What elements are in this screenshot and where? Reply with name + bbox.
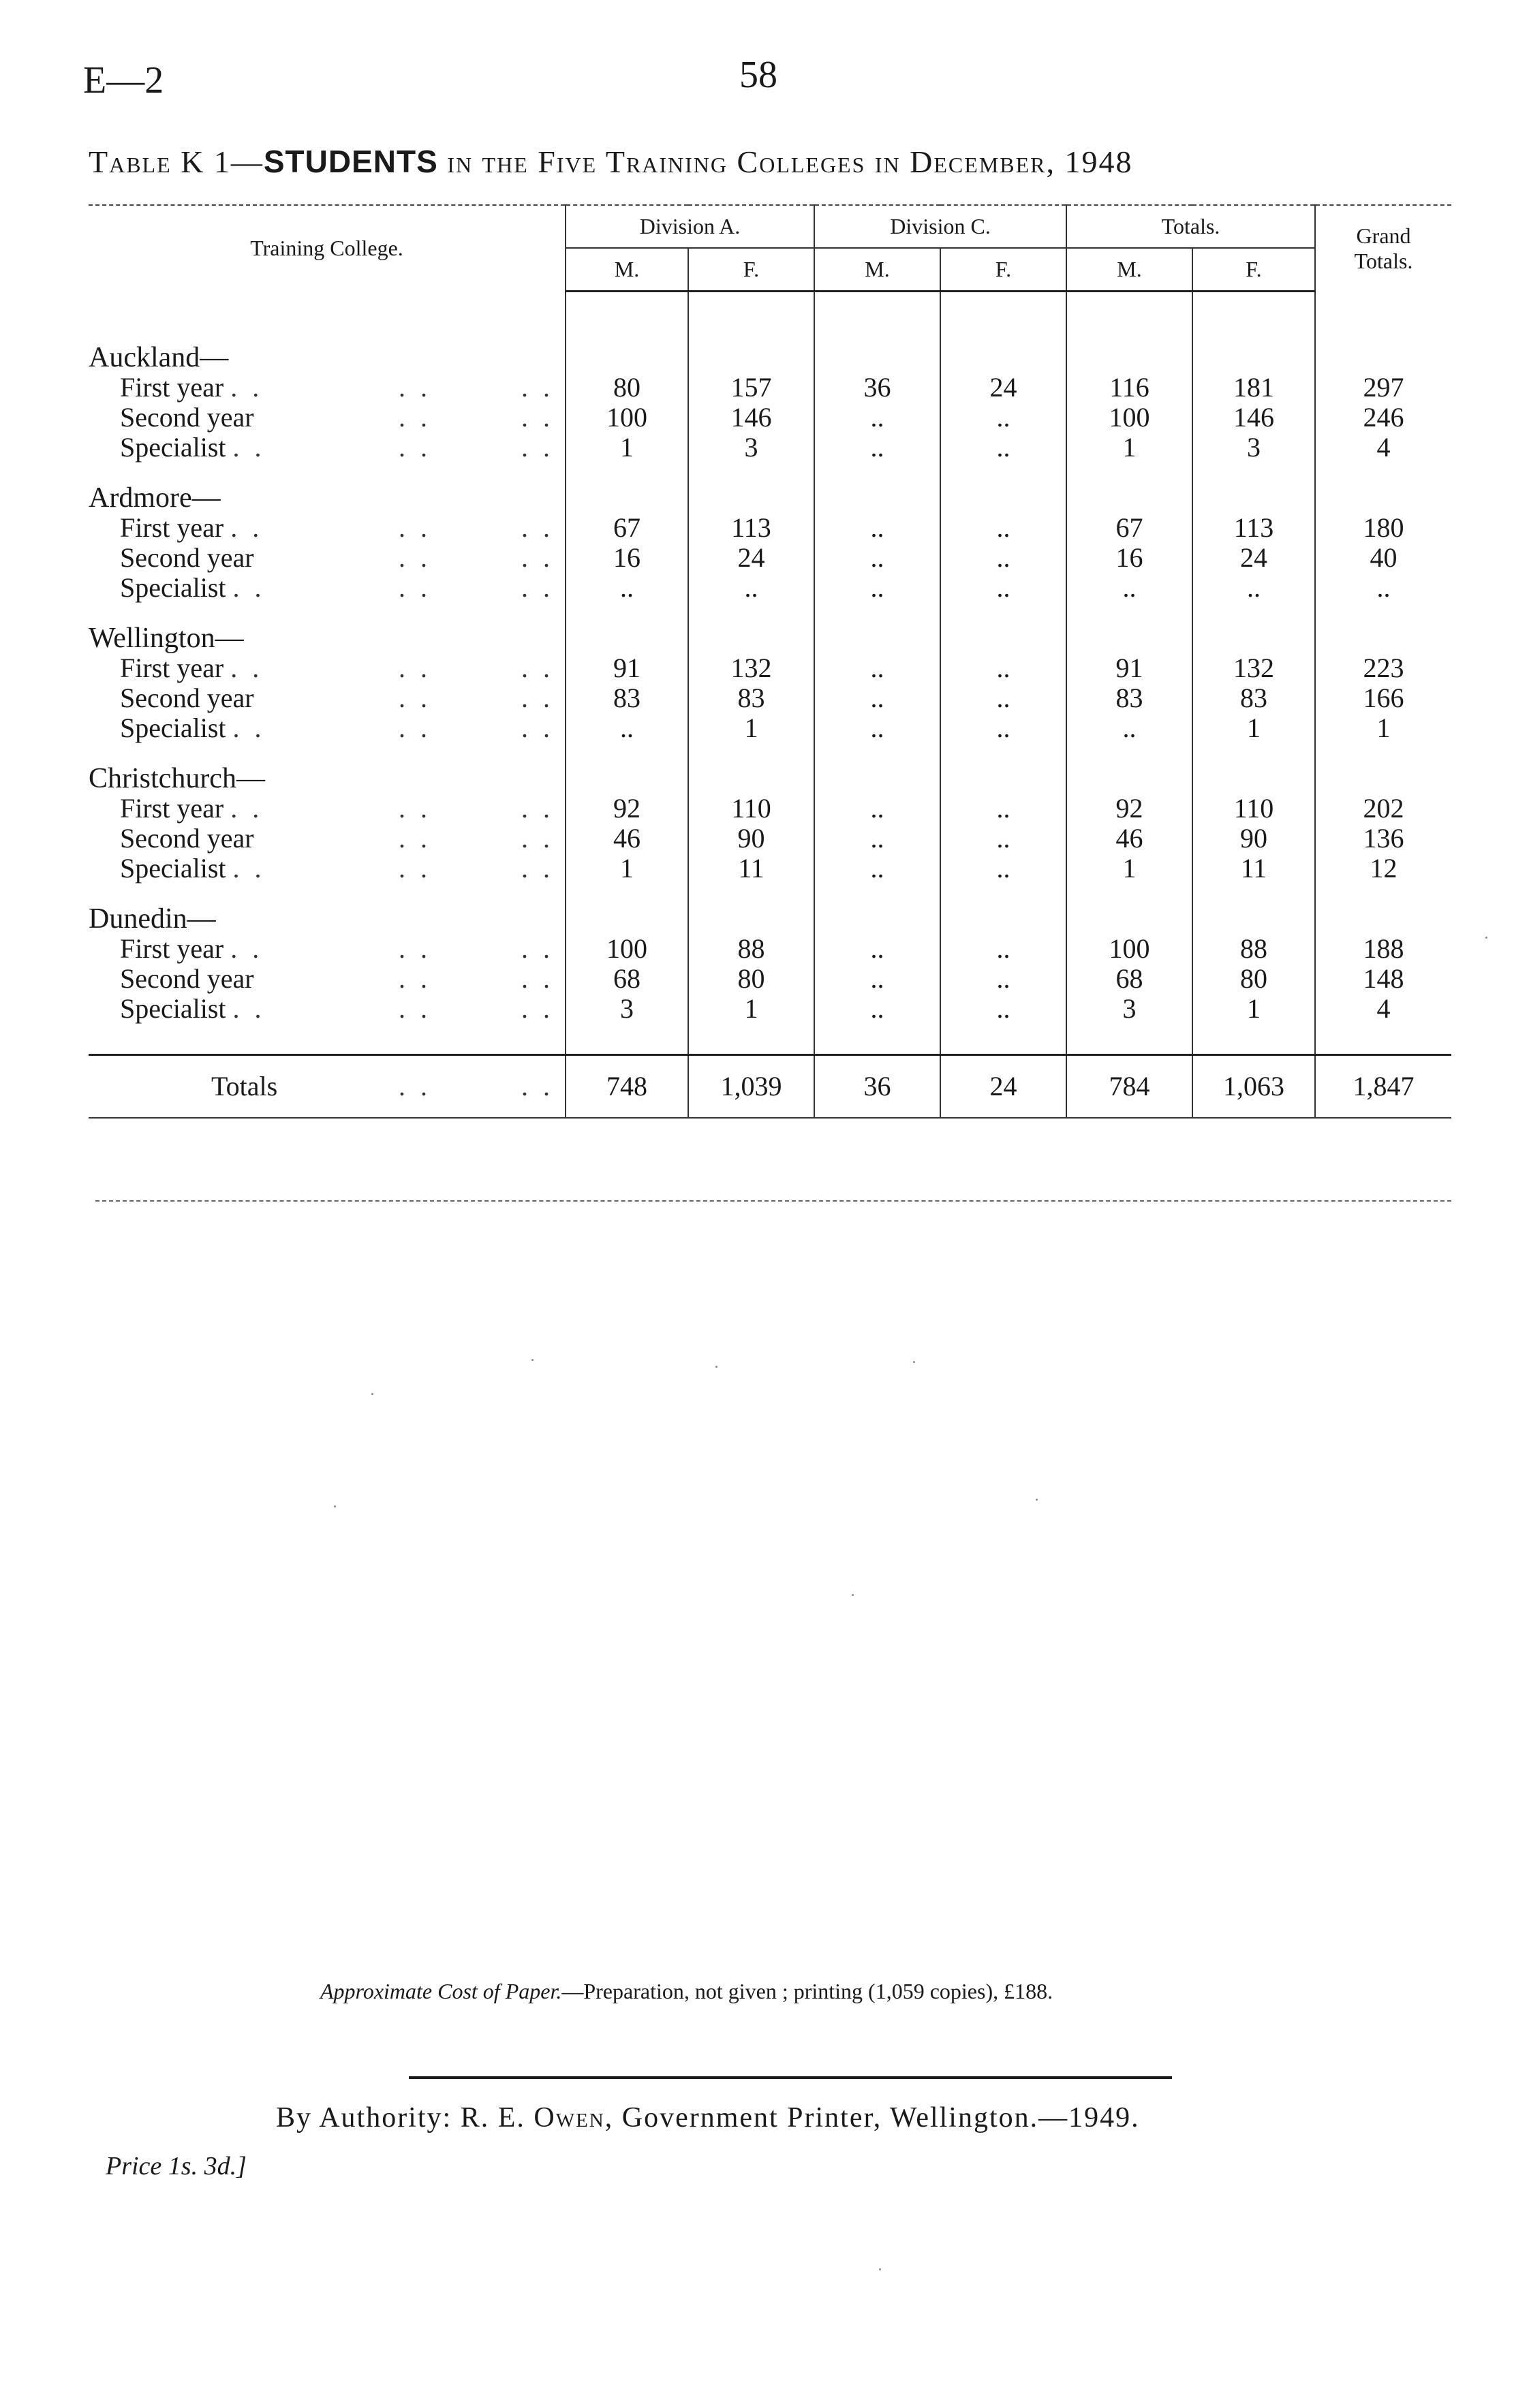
leader-dots: . . xyxy=(521,793,554,824)
table-body xyxy=(89,292,1451,1119)
table-row xyxy=(89,994,1451,1024)
cell-tot-m: 67 xyxy=(1066,513,1192,543)
leader-dots: . . xyxy=(399,372,431,403)
cell-tot-f: 90 xyxy=(1192,824,1315,854)
table-row xyxy=(89,403,1451,433)
cell-grand: 166 xyxy=(1315,683,1451,713)
cell-grand: 180 xyxy=(1315,513,1451,543)
leader-dots: . . xyxy=(399,993,431,1024)
col-header-div-c-f: F. xyxy=(940,248,1066,292)
college-name: Dunedin— xyxy=(89,903,216,935)
cell-div-c-f: .. xyxy=(940,543,1066,573)
cell-div-c-f: .. xyxy=(940,934,1066,964)
cell-tot-f: 3 xyxy=(1192,433,1315,463)
col-header-div-a-f: F. xyxy=(688,248,814,292)
table-row xyxy=(89,543,1451,573)
cell-tot-f: 1 xyxy=(1192,713,1315,743)
students-table-wrap xyxy=(89,204,1451,1119)
leader-dots: . . xyxy=(521,572,554,603)
row-label: Second year xyxy=(120,823,254,854)
cell-tot-m: 1 xyxy=(1066,433,1192,463)
row-label: First year xyxy=(120,653,224,683)
college-row xyxy=(89,884,1451,934)
leader-dots: . . xyxy=(399,432,431,463)
college-name: Ardmore— xyxy=(89,482,221,514)
cell-tot-m: 3 xyxy=(1066,994,1192,1024)
cell-tot-m: 1 xyxy=(1066,854,1192,884)
cell-grand: 188 xyxy=(1315,934,1451,964)
cell-div-a-m: 100 xyxy=(566,403,688,433)
cell-tot-m: 16 xyxy=(1066,543,1192,573)
print-speck xyxy=(715,1366,717,1368)
cell-tot-f: 181 xyxy=(1192,373,1315,403)
header-code: E—2 xyxy=(83,59,164,101)
table-row xyxy=(89,794,1451,824)
cell-div-c-m: .. xyxy=(814,573,940,603)
leader-dots: . . xyxy=(232,993,266,1024)
row-label: Specialist xyxy=(120,713,226,743)
cell-div-c-f: .. xyxy=(940,854,1066,884)
cell-div-c-f: .. xyxy=(940,713,1066,743)
table-row xyxy=(89,934,1451,964)
leader-dots: . . xyxy=(232,572,266,603)
cell-grand: 148 xyxy=(1315,964,1451,994)
cell-tot-f: 132 xyxy=(1192,653,1315,683)
cell-div-c-f: .. xyxy=(940,513,1066,543)
cell-div-a-f: 24 xyxy=(688,543,814,573)
col-header-division-a: Division A. xyxy=(566,205,814,248)
leader-dots: . . xyxy=(521,512,554,543)
college-row xyxy=(89,743,1451,794)
col-header-tot-f: F. xyxy=(1192,248,1315,292)
row-label: Second year xyxy=(120,402,254,433)
table-row xyxy=(89,964,1451,994)
cell-tot-m: 100 xyxy=(1066,934,1192,964)
college-name: Auckland— xyxy=(89,342,229,373)
cell-div-a-f: 132 xyxy=(688,653,814,683)
cell-tot-f: 113 xyxy=(1192,513,1315,543)
table-row xyxy=(89,683,1451,713)
col-header-totals: Totals. xyxy=(1066,205,1315,248)
leader-dots: . . xyxy=(230,653,264,683)
leader-dots: . . xyxy=(399,963,431,994)
totals-label: Totals xyxy=(211,1071,278,1101)
cell-tot-f: 1 xyxy=(1192,994,1315,1024)
cell-div-c-m: .. xyxy=(814,433,940,463)
grand-totals-line2: Totals. xyxy=(1354,248,1413,273)
authority-prefix: By Authority: xyxy=(276,2102,461,2133)
print-speck xyxy=(879,2268,881,2270)
col-header-div-c-m: M. xyxy=(814,248,940,292)
cell-div-c-f: 24 xyxy=(940,373,1066,403)
cell-tot-f: 83 xyxy=(1192,683,1315,713)
print-speck xyxy=(913,1361,915,1363)
cell-div-c-f: .. xyxy=(940,433,1066,463)
authority-name: R. E. Owen xyxy=(460,2102,605,2133)
cell-div-c-m: .. xyxy=(814,794,940,824)
cell-div-a-f: 90 xyxy=(688,824,814,854)
cell-div-c-f: .. xyxy=(940,794,1066,824)
cell-tot-f: 11 xyxy=(1192,854,1315,884)
total-grand: 1,847 xyxy=(1315,1055,1451,1119)
table-row xyxy=(89,513,1451,543)
cell-div-c-m: .. xyxy=(814,964,940,994)
leader-dots: . . xyxy=(521,653,554,683)
cell-grand: 4 xyxy=(1315,433,1451,463)
cell-grand: 246 xyxy=(1315,403,1451,433)
cell-div-a-f: 3 xyxy=(688,433,814,463)
cell-div-c-f: .. xyxy=(940,824,1066,854)
total-div-c-f: 24 xyxy=(940,1055,1066,1119)
cell-div-a-m: 83 xyxy=(566,683,688,713)
price-note: Price 1s. 3d.] xyxy=(106,2152,247,2180)
table-row xyxy=(89,573,1451,603)
cell-div-c-m: .. xyxy=(814,824,940,854)
cost-text: —Preparation, not given ; printing (1,059 copies), £188. xyxy=(561,1979,1053,2003)
cell-grand: 4 xyxy=(1315,994,1451,1024)
cell-div-c-m: .. xyxy=(814,683,940,713)
row-label: Specialist xyxy=(120,993,226,1024)
leader-dots: . . xyxy=(232,713,266,743)
cell-tot-f: 146 xyxy=(1192,403,1315,433)
cell-tot-m: 91 xyxy=(1066,653,1192,683)
col-header-college: Training College. xyxy=(89,205,566,292)
cell-grand: 297 xyxy=(1315,373,1451,403)
authority-rule xyxy=(409,2076,1172,2079)
cell-tot-m: 92 xyxy=(1066,794,1192,824)
total-div-c-m: 36 xyxy=(814,1055,940,1119)
table-title xyxy=(89,143,1133,180)
cell-div-a-f: 11 xyxy=(688,854,814,884)
cell-tot-m: 116 xyxy=(1066,373,1192,403)
leader-dots: . . xyxy=(399,823,431,854)
leader-dots: . . xyxy=(399,683,431,713)
cell-div-a-m: 1 xyxy=(566,854,688,884)
leader-dots: . . xyxy=(399,853,431,884)
college-row xyxy=(89,322,1451,373)
col-header-div-a-m: M. xyxy=(566,248,688,292)
cell-tot-f: 88 xyxy=(1192,934,1315,964)
cell-div-a-m: 100 xyxy=(566,934,688,964)
cell-grand: 202 xyxy=(1315,794,1451,824)
cell-div-a-m: .. xyxy=(566,713,688,743)
cell-tot-m: 83 xyxy=(1066,683,1192,713)
cell-div-a-m: .. xyxy=(566,573,688,603)
leader-dots: . . xyxy=(399,653,431,683)
leader-dots: . . xyxy=(399,402,431,433)
authority-rest: , Government Printer, Wellington.—1949. xyxy=(604,2102,1140,2133)
table-row xyxy=(89,433,1451,463)
table-row xyxy=(89,854,1451,884)
total-tot-f: 1,063 xyxy=(1192,1055,1315,1119)
cell-div-a-m: 80 xyxy=(566,373,688,403)
table-title-prefix: Table K 1— xyxy=(89,144,264,179)
cell-div-a-m: 16 xyxy=(566,543,688,573)
cell-div-c-m: .. xyxy=(814,854,940,884)
cell-div-a-f: 1 xyxy=(688,994,814,1024)
cell-grand: 40 xyxy=(1315,543,1451,573)
cell-div-c-f: .. xyxy=(940,653,1066,683)
table-bottom-rule xyxy=(95,1200,1451,1202)
cell-div-a-f: 88 xyxy=(688,934,814,964)
cell-div-a-m: 91 xyxy=(566,653,688,683)
leader-dots: . . xyxy=(521,402,554,433)
print-speck xyxy=(852,1594,854,1596)
cell-grand: 136 xyxy=(1315,824,1451,854)
leader-dots: . . xyxy=(521,823,554,854)
print-speck xyxy=(1485,937,1487,939)
cell-div-a-f: 110 xyxy=(688,794,814,824)
row-label: First year xyxy=(120,372,224,403)
row-label: Second year xyxy=(120,683,254,713)
cell-div-c-f: .. xyxy=(940,994,1066,1024)
cell-tot-f: 24 xyxy=(1192,543,1315,573)
cell-div-a-m: 68 xyxy=(566,964,688,994)
cell-div-c-f: .. xyxy=(940,683,1066,713)
table-title-rest: in the Five Training Colleges in December, 1948 xyxy=(437,144,1133,179)
cell-div-a-m: 46 xyxy=(566,824,688,854)
cell-div-c-m: .. xyxy=(814,403,940,433)
cell-div-a-m: 67 xyxy=(566,513,688,543)
leader-dots: . . xyxy=(230,933,264,964)
cell-div-c-m: .. xyxy=(814,713,940,743)
totals-row xyxy=(89,1055,1451,1119)
cell-tot-f: 80 xyxy=(1192,964,1315,994)
college-row xyxy=(89,463,1451,513)
leader-dots: . . xyxy=(230,793,264,824)
cell-tot-f: .. xyxy=(1192,573,1315,603)
row-label: First year xyxy=(120,793,224,824)
college-row xyxy=(89,603,1451,653)
row-label: Specialist xyxy=(120,432,226,463)
cell-grand: .. xyxy=(1315,573,1451,603)
cell-grand: 12 xyxy=(1315,854,1451,884)
page-number: 58 xyxy=(739,54,777,96)
cell-div-a-m: 3 xyxy=(566,994,688,1024)
row-label: First year xyxy=(120,512,224,543)
leader-dots: . . xyxy=(399,512,431,543)
leader-dots: . . xyxy=(521,853,554,884)
cell-tot-f: 110 xyxy=(1192,794,1315,824)
cell-div-a-m: 1 xyxy=(566,433,688,463)
leader-dots: . . xyxy=(399,793,431,824)
leader-dots: . . xyxy=(232,432,266,463)
cost-label: Approximate Cost of Paper. xyxy=(320,1979,562,2003)
table-row xyxy=(89,713,1451,743)
table-title-bold: STUDENTS xyxy=(263,144,438,179)
cell-div-a-f: 157 xyxy=(688,373,814,403)
leader-dots: . . xyxy=(521,1071,554,1101)
leader-dots: . . xyxy=(521,683,554,713)
cell-div-a-f: 1 xyxy=(688,713,814,743)
total-tot-m: 784 xyxy=(1066,1055,1192,1119)
total-div-a-f: 1,039 xyxy=(688,1055,814,1119)
col-header-tot-m: M. xyxy=(1066,248,1192,292)
cell-div-c-f: .. xyxy=(940,964,1066,994)
cell-grand: 1 xyxy=(1315,713,1451,743)
leader-dots: . . xyxy=(521,542,554,573)
row-label: Specialist xyxy=(120,853,226,884)
cell-grand: 223 xyxy=(1315,653,1451,683)
college-name: Wellington— xyxy=(89,623,244,654)
cell-div-c-f: .. xyxy=(940,403,1066,433)
cost-of-paper-note xyxy=(320,1979,1053,2004)
cell-div-a-f: 83 xyxy=(688,683,814,713)
row-label: First year xyxy=(120,933,224,964)
leader-dots: . . xyxy=(399,542,431,573)
printer-authority xyxy=(276,2101,1140,2134)
cell-div-a-f: .. xyxy=(688,573,814,603)
table-row xyxy=(89,373,1451,403)
leader-dots: . . xyxy=(399,933,431,964)
cell-tot-m: 68 xyxy=(1066,964,1192,994)
print-speck xyxy=(371,1393,373,1395)
cell-tot-m: .. xyxy=(1066,713,1192,743)
print-speck xyxy=(1036,1499,1038,1501)
cell-div-c-m: .. xyxy=(814,934,940,964)
leader-dots: . . xyxy=(521,993,554,1024)
cell-div-a-f: 146 xyxy=(688,403,814,433)
leader-dots: . . xyxy=(399,713,431,743)
row-label: Second year xyxy=(120,542,254,573)
col-header-division-c: Division C. xyxy=(814,205,1066,248)
leader-dots: . . xyxy=(399,572,431,603)
row-label: Specialist xyxy=(120,572,226,603)
row-label: Second year xyxy=(120,963,254,994)
leader-dots: . . xyxy=(230,512,264,543)
college-name: Christchurch— xyxy=(89,763,265,794)
grand-totals-line1: Grand xyxy=(1356,223,1411,248)
leader-dots: . . xyxy=(232,853,266,884)
cell-div-c-m: .. xyxy=(814,653,940,683)
leader-dots: . . xyxy=(521,963,554,994)
students-table xyxy=(89,204,1451,1119)
leader-dots: . . xyxy=(399,1071,431,1101)
cell-div-c-m: 36 xyxy=(814,373,940,403)
cell-div-a-f: 80 xyxy=(688,964,814,994)
cell-div-c-f: .. xyxy=(940,573,1066,603)
cell-tot-m: 46 xyxy=(1066,824,1192,854)
col-header-grand-totals xyxy=(1315,205,1451,292)
cell-div-c-m: .. xyxy=(814,994,940,1024)
table-row xyxy=(89,824,1451,854)
leader-dots: . . xyxy=(521,372,554,403)
cell-div-a-m: 92 xyxy=(566,794,688,824)
cell-tot-m: .. xyxy=(1066,573,1192,603)
leader-dots: . . xyxy=(521,432,554,463)
leader-dots: . . xyxy=(521,713,554,743)
print-speck xyxy=(531,1359,534,1361)
total-div-a-m: 748 xyxy=(566,1055,688,1119)
leader-dots: . . xyxy=(230,372,264,403)
print-speck xyxy=(334,1505,336,1507)
cell-div-c-m: .. xyxy=(814,543,940,573)
cell-tot-m: 100 xyxy=(1066,403,1192,433)
leader-dots: . . xyxy=(521,933,554,964)
cell-div-c-m: .. xyxy=(814,513,940,543)
table-row xyxy=(89,653,1451,683)
cell-div-a-f: 113 xyxy=(688,513,814,543)
